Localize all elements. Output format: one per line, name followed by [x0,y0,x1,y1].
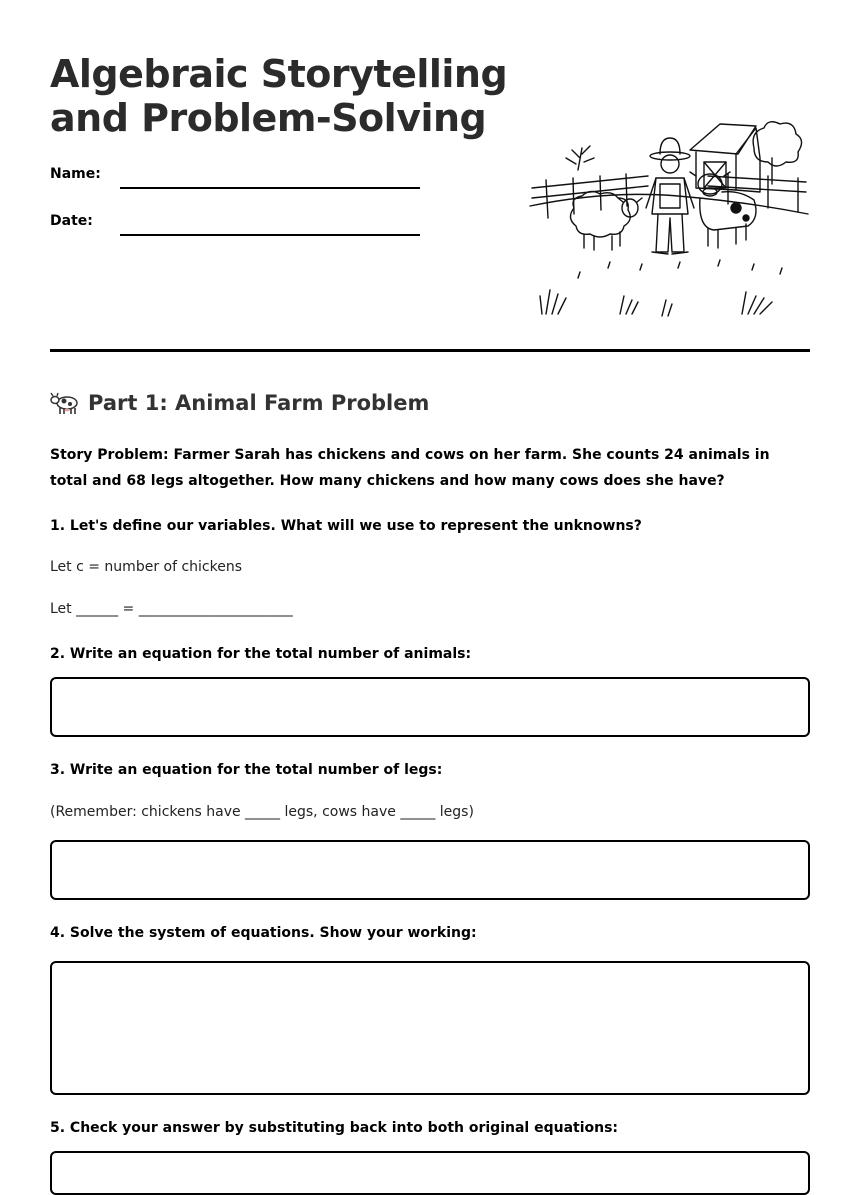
part1-heading [50,390,429,416]
grass [540,260,782,316]
part1-heading-text: Part 1: Animal Farm Problem [88,391,430,415]
bush [566,146,594,170]
question-5: 5. Check your answer by substituting back into both original equations: [50,1120,619,1136]
legs-reminder[interactable]: (Remember: chickens have _____ legs, cows have _____ legs) [50,804,474,820]
sheep [570,191,642,250]
worksheet-title [50,52,510,140]
date-field[interactable] [120,234,420,236]
date-label: Date: [50,213,93,229]
story-problem: Story Problem: Farmer Sarah has chickens and cows on her farm. She counts 24 animals in total and 68 legs altogether. How many chickens and how many cows does she have? [50,447,770,489]
title-line-2: and Problem-Solving [50,96,487,140]
question-4: 4. Solve the system of equations. Show your working: [50,925,477,941]
variable-definition-1: Let c = number of chickens [50,559,243,575]
title-line-1: Algebraic Storytelling [50,52,508,96]
name-field[interactable] [120,187,420,189]
name-label: Name: [50,166,101,182]
variable-definition-2[interactable]: Let ______ = ______________________ [50,601,293,617]
answer-box-5[interactable] [50,1151,810,1195]
answer-box-3[interactable] [50,840,810,900]
answer-box-4[interactable] [50,961,810,1095]
cow-icon [50,390,80,416]
header-divider [50,349,810,352]
barn [690,124,760,192]
farm-illustration [528,118,810,324]
question-1: 1. Let's define our variables. What will we use to represent the unknowns? [50,518,642,534]
answer-box-2[interactable] [50,677,810,737]
question-2: 2. Write an equation for the total number of animals: [50,646,472,662]
question-3: 3. Write an equation for the total number of legs: [50,762,443,778]
